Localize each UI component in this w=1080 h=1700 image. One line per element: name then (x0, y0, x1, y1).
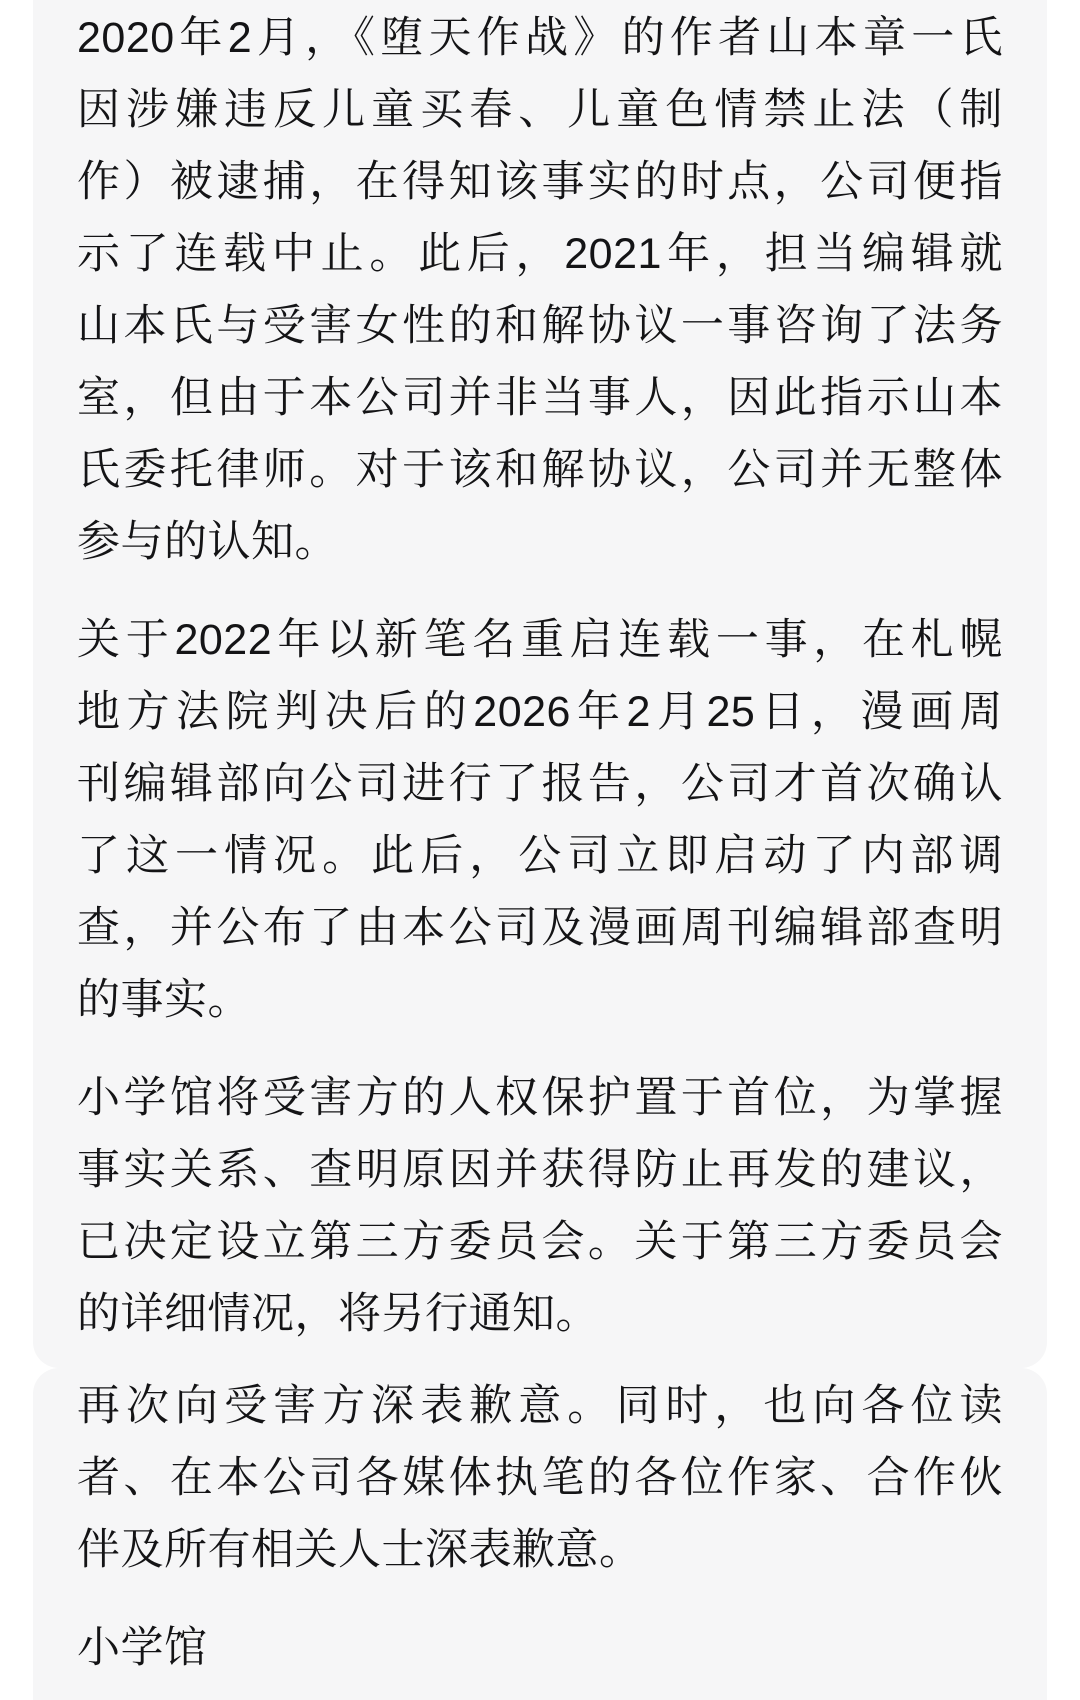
text-line: 因涉嫌违反儿童买春、儿童色情禁止法（制 (77, 86, 1003, 134)
text-line: 2020年2月，《堕天作战》的作者山本章一氏 (77, 14, 1003, 62)
text-line: 地方法院判决后的2026年2月25日，漫画周 (77, 688, 1003, 736)
text-line: 再次向受害方深表歉意。同时，也向各位读 (77, 1382, 1003, 1430)
text-line: 事实关系、查明原因并获得防止再发的建议， (77, 1146, 1003, 1194)
statement-paragraph-restart-report (77, 604, 1003, 1036)
statement-signature (77, 1612, 1003, 1684)
text-line: 参与的认知。 (77, 518, 338, 566)
text-line: 山本氏与受害女性的和解协议一事咨询了法务 (77, 302, 1003, 350)
statement-paragraph-apology (77, 1370, 1003, 1586)
text-line: 小学馆 (77, 1624, 208, 1672)
text-line: 的详细情况，将另行通知。 (77, 1290, 599, 1338)
text-line: 已决定设立第三方委员会。关于第三方委员会 (77, 1218, 1003, 1266)
statement-paragraph-arrest (77, 2, 1003, 578)
statement-card-top (33, 0, 1047, 1368)
text-line: 刊编辑部向公司进行了报告，公司才首次确认 (77, 760, 1003, 808)
text-line: 作）被逮捕，在得知该事实的时点，公司便指 (77, 158, 1003, 206)
text-line: 小学馆将受害方的人权保护置于首位，为掌握 (77, 1074, 1003, 1122)
text-line: 氏委托律师。对于该和解协议，公司并无整体 (77, 446, 1003, 494)
text-line: 者、在本公司各媒体执笔的各位作家、合作伙 (77, 1454, 1003, 1502)
statement-card-bottom (33, 1368, 1047, 1700)
text-line: 关于2022年以新笔名重启连载一事，在札幌 (77, 616, 1003, 664)
text-line: 室，但由于本公司并非当事人，因此指示山本 (77, 374, 1003, 422)
text-line: 了这一情况。此后，公司立即启动了内部调 (77, 832, 1003, 880)
text-line: 的事实。 (77, 976, 251, 1024)
text-line: 伴及所有相关人士深表歉意。 (77, 1526, 643, 1574)
statement-paragraph-committee (77, 1062, 1003, 1350)
text-line: 查，并公布了由本公司及漫画周刊编辑部查明 (77, 904, 1003, 952)
text-line: 示了连载中止。此后，2021年，担当编辑就 (77, 230, 1003, 278)
